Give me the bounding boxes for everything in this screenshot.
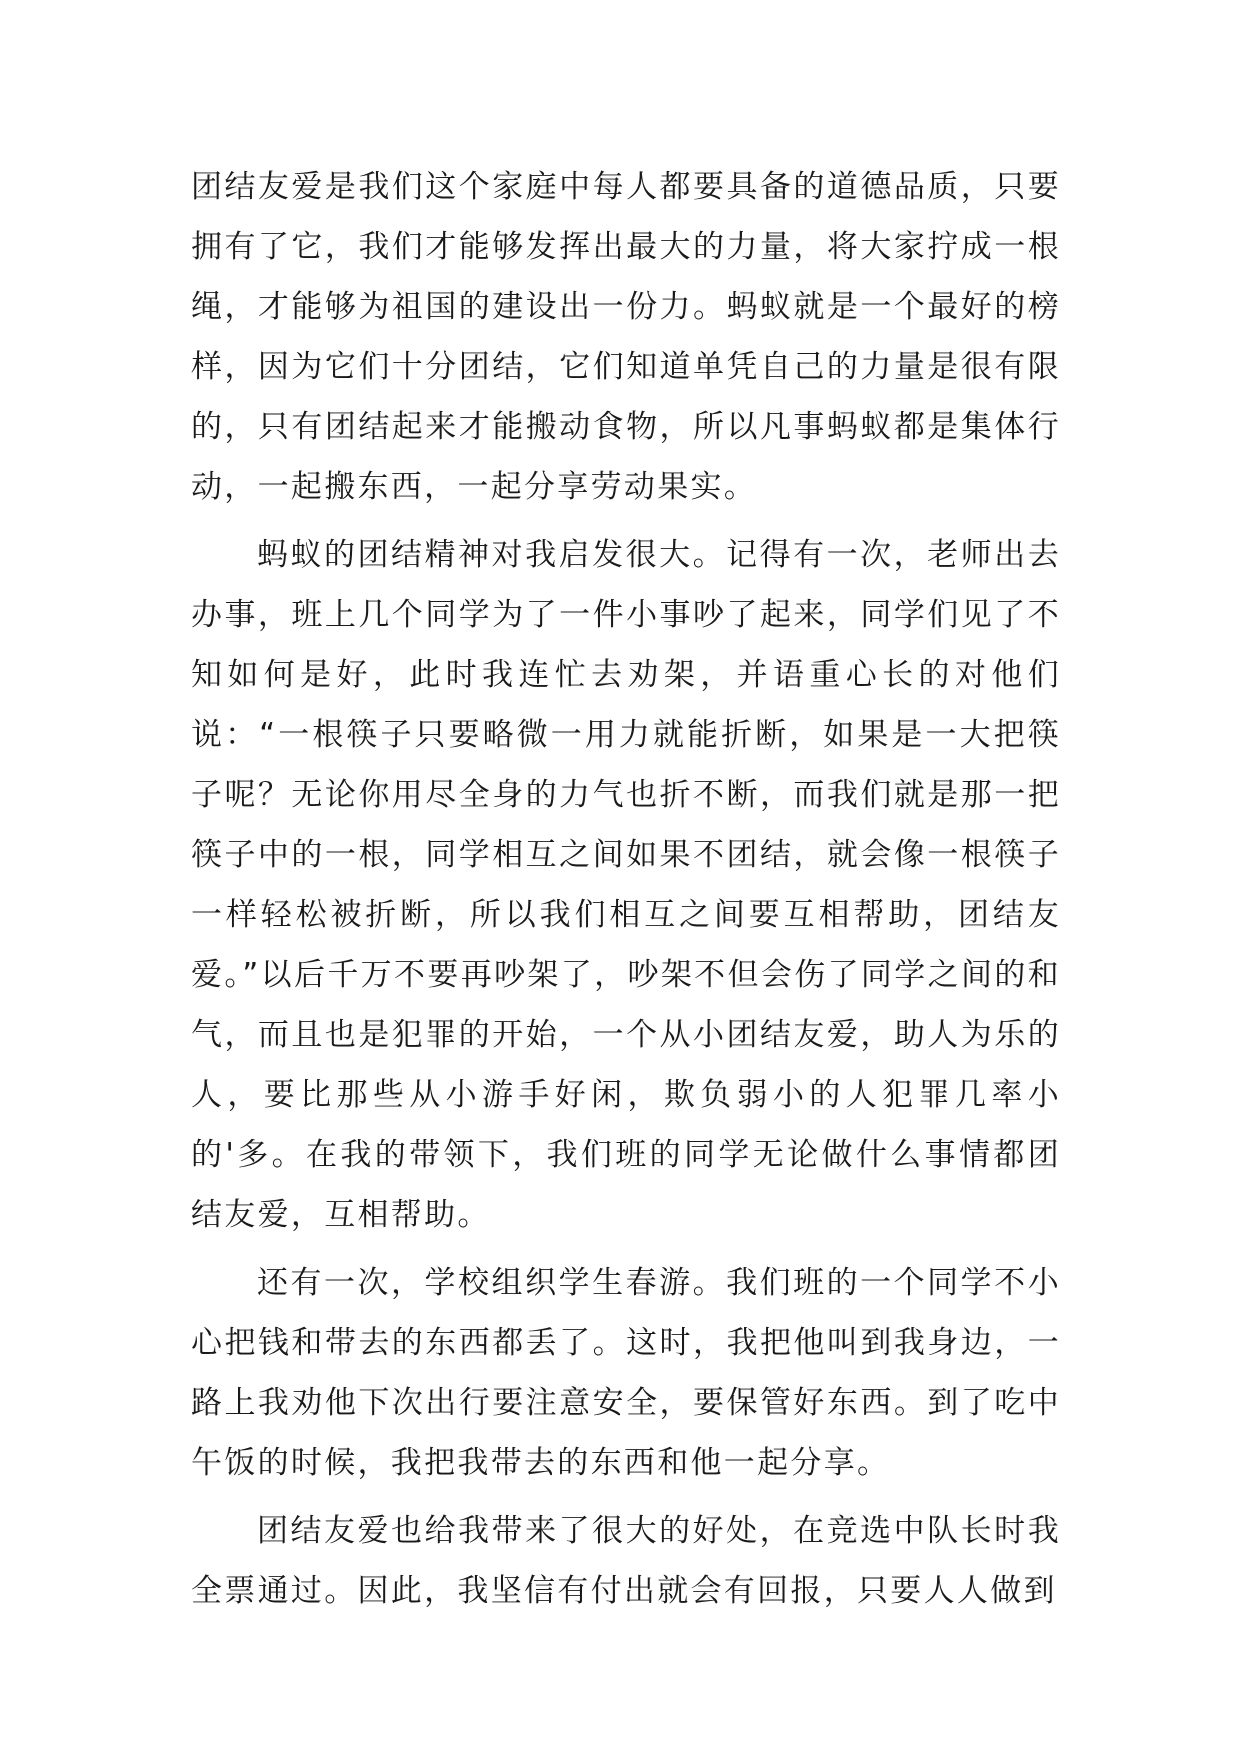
document-body (191, 157, 1061, 1629)
paragraph-1: 团结友爱是我们这个家庭中每人都要具备的道德品质，只要拥有了它，我们才能够发挥出最大的力量，将大家拧成一根绳，才能够为祖国的建设出一份力。蚂蚁就是一个最好的榜样，因为它们十分团结，它们知道单凭自己的力量是很有限的，只有团结起来才能搬动食物，所以凡事蚂蚁都是集体行动，一起搬东西，一起分享劳动果实。 (191, 169, 1061, 505)
paragraph-4: 团结友爱也给我带来了很大的好处，在竞选中队长时我全票通过。因此，我坚信有付出就会有回报，只要人人做到 (191, 1513, 1061, 1609)
paragraph-2: 蚂蚁的团结精神对我启发很大。记得有一次，老师出去办事，班上几个同学为了一件小事吵了起来，同学们见了不知如何是好，此时我连忙去劝架，并语重心长的对他们说：“一根筷子只要略微一用力就能折断，如果是一大把筷子呢？无论你用尽全身的力气也折不断，而我们就是那一把筷子中的一根，同学相互之间如果不团结，就会像一根筷子一样轻松被折断，所以我们相互之间要互相帮助，团结友爱。”以后千万不要再吵架了，吵架不但会伤了同学之间的和气，而且也是犯罪的开始，一个从小团结友爱，助人为乐的人，要比那些从小游手好闲，欺负弱小的人犯罪几率小的'多。在我的带领下，我们班的同学无论做什么事情都团结友爱，互相帮助。 (191, 537, 1061, 1233)
paragraph-3: 还有一次，学校组织学生春游。我们班的一个同学不小心把钱和带去的东西都丢了。这时，我把他叫到我身边，一路上我劝他下次出行要注意安全，要保管好东西。到了吃中午饭的时候，我把我带去的东西和他一起分享。 (191, 1265, 1061, 1481)
